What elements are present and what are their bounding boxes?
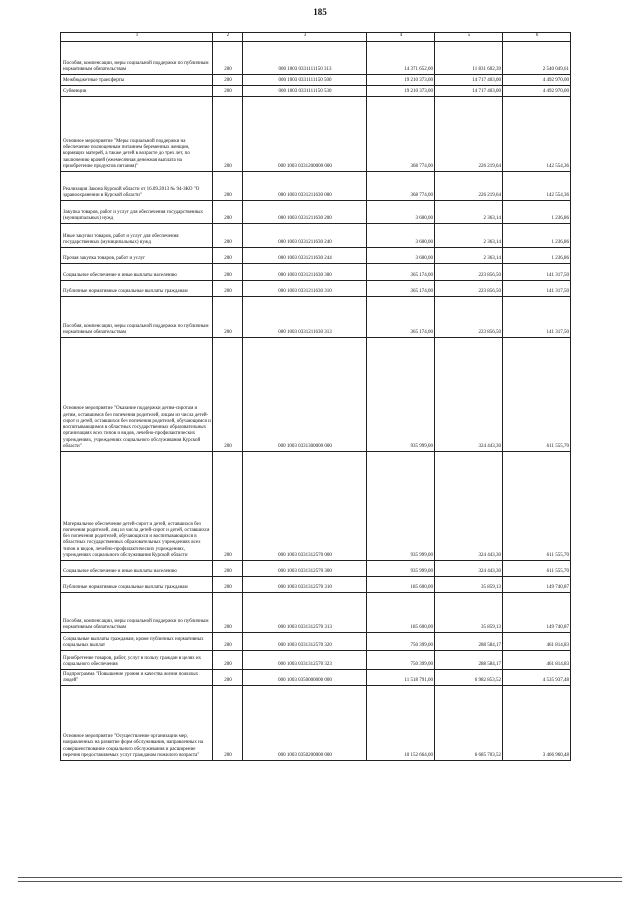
row-csr-cell: 000 1003 0331211630 313 [243, 297, 367, 338]
row-exec-cell: 11 831 602,39 [435, 42, 503, 75]
row-name-cell: Пособия, компенсации, меры социальной поддержки по публичным нормативным обязательствам [61, 42, 213, 75]
row-code-cell: 200 [213, 248, 243, 264]
row-csr-cell: 000 1003 0331211630 000 [243, 172, 367, 201]
table-header-row [61, 33, 571, 42]
row-rest-cell: 141 317,50 [503, 281, 571, 297]
table-row [61, 670, 571, 686]
row-name-cell: Пособия, компенсации, меры социальной поддержки по публичным нормативным обязательствам [61, 297, 213, 338]
row-name-cell: Публичные нормативные социальные выплаты гражданам [61, 281, 213, 297]
row-code-cell: 200 [213, 224, 243, 248]
row-code-cell: 200 [213, 452, 243, 561]
footer-rule [18, 881, 622, 882]
row-plan-cell: 750 399,00 [367, 651, 435, 670]
row-name-cell: Материальное обеспечение детей-сирот и детей, оставшихся без попечения родителей, лиц из числа детей-сирот и детей, оставшихся без попечения родителей, обучающихся и воспитывающихся в областных государственных образовательных учреждениях всех типов и видов, лечебно-профилактических учреждениях, учреждениях социального обслуживания Курской области [61, 452, 213, 561]
row-csr-cell: 000 1003 0331211630 310 [243, 281, 367, 297]
row-csr-cell: 000 1003 0331300000 000 [243, 338, 367, 452]
table-row [61, 452, 571, 561]
row-rest-cell: 142 554,36 [503, 97, 571, 172]
row-plan-cell: 935 999,00 [367, 338, 435, 452]
table-row [61, 86, 571, 97]
row-rest-cell: 1 236,86 [503, 201, 571, 224]
row-csr-cell: 000 1003 0331312570 323 [243, 651, 367, 670]
row-name-cell: Иные закупки товаров, работ и услуг для обеспечения государственных (муниципальных) нужд [61, 224, 213, 248]
row-name-cell: Закупка товаров, работ и услуг для обеспечения государственных (муниципальных) нужд [61, 201, 213, 224]
row-plan-cell: 365 174,00 [367, 264, 435, 281]
row-exec-cell: 14 717 403,00 [435, 86, 503, 97]
table-row [61, 686, 571, 761]
row-csr-cell: 000 1003 0331312570 000 [243, 452, 367, 561]
row-name-cell: Основное мероприятие "Меры социальной поддержки на обеспечение полноценным питанием беременных женщин, кормящих матерей, а также детей в возрасте до трех лет, по заключению врачей (ежемесячная денежная выплата на приобретение продуктов питания)" [61, 97, 213, 172]
row-exec-cell: 223 856,50 [435, 264, 503, 281]
row-code-cell: 200 [213, 297, 243, 338]
row-exec-cell: 226 219,64 [435, 97, 503, 172]
row-name-cell: Межбюджетные трансферты [61, 75, 213, 86]
header-col-1: 1 [61, 33, 213, 42]
row-rest-cell: 141 317,50 [503, 297, 571, 338]
table-row [61, 224, 571, 248]
row-plan-cell: 19 210 373,00 [367, 86, 435, 97]
row-name-cell: Социальные выплаты гражданам, кроме публичных нормативных социальных выплат [61, 633, 213, 651]
header-col-2: 2 [213, 33, 243, 42]
row-name-cell: Приобретение товаров, работ, услуг в пользу граждан в целях их социального обеспечения [61, 651, 213, 670]
row-name-cell: Основное мероприятие "Оказание поддержки детям-сиротам и детям, оставшимся без попечения родителей, лицам из числа детей-сирот и детей, оставшихся без попечения родителей, обучающимся и воспитывающимся в областных государственных образовательных организациях всех типов и видов, лечебно-профилактических учреждениях, учреждениях социального обслуживания Курской области" [61, 338, 213, 452]
row-rest-cell: 3 466 960,48 [503, 686, 571, 761]
table-row [61, 297, 571, 338]
row-name-cell: Социальное обеспечение и иные выплаты населению [61, 264, 213, 281]
row-csr-cell: 000 1003 0331312570 320 [243, 633, 367, 651]
row-rest-cell: 611 555,70 [503, 338, 571, 452]
row-code-cell: 200 [213, 633, 243, 651]
table-row [61, 264, 571, 281]
table-row [61, 577, 571, 593]
row-exec-cell: 6 685 703,52 [435, 686, 503, 761]
row-code-cell: 200 [213, 42, 243, 75]
row-rest-cell: 149 740,87 [503, 593, 571, 633]
row-name-cell: Основное мероприятие "Осуществление организации мер, направленных на развитие форм обслуживания, направленных на совершенствование социального обслуживания и расширение перечня предоставляемых услуг гражданам пожилого возраста" [61, 686, 213, 761]
row-rest-cell: 1 236,86 [503, 224, 571, 248]
row-csr-cell: 000 1003 0331111150 313 [243, 42, 367, 75]
row-exec-cell: 288 584,17 [435, 633, 503, 651]
row-csr-cell: 000 1003 0331211630 200 [243, 201, 367, 224]
row-exec-cell: 223 856,50 [435, 297, 503, 338]
row-exec-cell: 288 584,17 [435, 651, 503, 670]
header-col-6: 6 [503, 33, 571, 42]
row-plan-cell: 368 774,00 [367, 172, 435, 201]
row-csr-cell: 000 1003 0331312570 310 [243, 577, 367, 593]
table-row [61, 97, 571, 172]
row-name-cell: Публичные нормативные социальные выплаты гражданам [61, 577, 213, 593]
row-rest-cell: 2 540 049,61 [503, 42, 571, 75]
row-exec-cell: 324 443,30 [435, 561, 503, 577]
row-csr-cell: 000 1003 0331111150 500 [243, 75, 367, 86]
row-code-cell: 200 [213, 97, 243, 172]
row-plan-cell: 19 210 373,00 [367, 75, 435, 86]
row-code-cell: 200 [213, 593, 243, 633]
row-plan-cell: 365 174,00 [367, 297, 435, 338]
header-col-4: 4 [367, 33, 435, 42]
row-name-cell: Пособия, компенсации, меры социальной поддержки по публичным нормативным обязательствам [61, 593, 213, 633]
row-rest-cell: 141 317,50 [503, 264, 571, 281]
row-code-cell: 200 [213, 201, 243, 224]
row-rest-cell: 4 535 937,48 [503, 670, 571, 686]
row-name-cell: Субвенции [61, 86, 213, 97]
row-exec-cell: 226 219,64 [435, 172, 503, 201]
row-name-cell: Прочая закупка товаров, работ и услуг [61, 248, 213, 264]
row-rest-cell: 611 555,70 [503, 561, 571, 577]
row-exec-cell: 6 982 853,52 [435, 670, 503, 686]
row-code-cell: 200 [213, 561, 243, 577]
row-plan-cell: 185 600,00 [367, 593, 435, 633]
row-code-cell: 200 [213, 338, 243, 452]
row-csr-cell: 000 1003 0331211630 244 [243, 248, 367, 264]
row-csr-cell: 000 1003 0331111150 530 [243, 86, 367, 97]
row-rest-cell: 149 740,87 [503, 577, 571, 593]
row-plan-cell: 935 999,00 [367, 561, 435, 577]
table-row [61, 561, 571, 577]
table-row [61, 172, 571, 201]
row-name-cell: Реализация Закона Курской области от 16.09.2013 № 94-ЗКО "О здравоохранении в Курской области" [61, 172, 213, 201]
row-plan-cell: 935 999,00 [367, 452, 435, 561]
row-plan-cell: 185 600,00 [367, 577, 435, 593]
row-csr-cell: 000 1003 0331211630 240 [243, 224, 367, 248]
row-rest-cell: 611 555,70 [503, 452, 571, 561]
row-exec-cell: 35 859,13 [435, 577, 503, 593]
row-exec-cell: 2 363,14 [435, 201, 503, 224]
row-name-cell: Социальное обеспечение и иные выплаты населению [61, 561, 213, 577]
row-rest-cell: 461 814,83 [503, 651, 571, 670]
row-exec-cell: 14 717 403,00 [435, 75, 503, 86]
row-plan-cell: 11 518 791,00 [367, 670, 435, 686]
row-code-cell: 200 [213, 281, 243, 297]
row-csr-cell: 000 1003 0331200000 000 [243, 97, 367, 172]
row-csr-cell: 000 1003 0350000000 000 [243, 670, 367, 686]
row-rest-cell: 1 236,86 [503, 248, 571, 264]
row-plan-cell: 750 399,00 [367, 633, 435, 651]
page-number: 185 [313, 7, 327, 17]
row-exec-cell: 2 363,14 [435, 248, 503, 264]
row-code-cell: 200 [213, 86, 243, 97]
row-plan-cell: 3 600,00 [367, 201, 435, 224]
row-plan-cell: 365 174,00 [367, 281, 435, 297]
row-csr-cell: 000 1003 0331312570 300 [243, 561, 367, 577]
row-plan-cell: 10 152 664,00 [367, 686, 435, 761]
row-rest-cell: 142 554,36 [503, 172, 571, 201]
row-code-cell: 200 [213, 651, 243, 670]
table-row [61, 248, 571, 264]
row-exec-cell: 223 856,50 [435, 281, 503, 297]
row-plan-cell: 14 371 652,00 [367, 42, 435, 75]
row-rest-cell: 4 492 970,00 [503, 86, 571, 97]
row-rest-cell: 4 492 970,00 [503, 75, 571, 86]
row-exec-cell: 2 363,14 [435, 224, 503, 248]
row-exec-cell: 324 443,30 [435, 338, 503, 452]
row-plan-cell: 3 600,00 [367, 224, 435, 248]
row-plan-cell: 368 774,00 [367, 97, 435, 172]
row-code-cell: 200 [213, 172, 243, 201]
row-csr-cell: 000 1003 0350200000 000 [243, 686, 367, 761]
row-code-cell: 200 [213, 670, 243, 686]
table-row [61, 338, 571, 452]
budget-execution-table [60, 32, 571, 761]
row-rest-cell: 461 814,83 [503, 633, 571, 651]
table-row [61, 593, 571, 633]
table-row [61, 651, 571, 670]
header-col-5: 5 [435, 33, 503, 42]
table-row [61, 75, 571, 86]
table-body [61, 42, 571, 761]
row-code-cell: 200 [213, 577, 243, 593]
table-row [61, 633, 571, 651]
row-exec-cell: 35 859,13 [435, 593, 503, 633]
row-csr-cell: 000 1003 0331312570 313 [243, 593, 367, 633]
row-code-cell: 200 [213, 75, 243, 86]
table-row [61, 281, 571, 297]
row-code-cell: 200 [213, 686, 243, 761]
row-name-cell: Подпрограмма "Повышение уровня и качества жизни пожилых людей" [61, 670, 213, 686]
footer-rule [18, 877, 622, 878]
table-row [61, 201, 571, 224]
row-code-cell: 200 [213, 264, 243, 281]
table-row [61, 42, 571, 75]
header-col-3: 3 [243, 33, 367, 42]
row-plan-cell: 3 600,00 [367, 248, 435, 264]
row-csr-cell: 000 1003 0331211630 300 [243, 264, 367, 281]
row-exec-cell: 324 443,30 [435, 452, 503, 561]
